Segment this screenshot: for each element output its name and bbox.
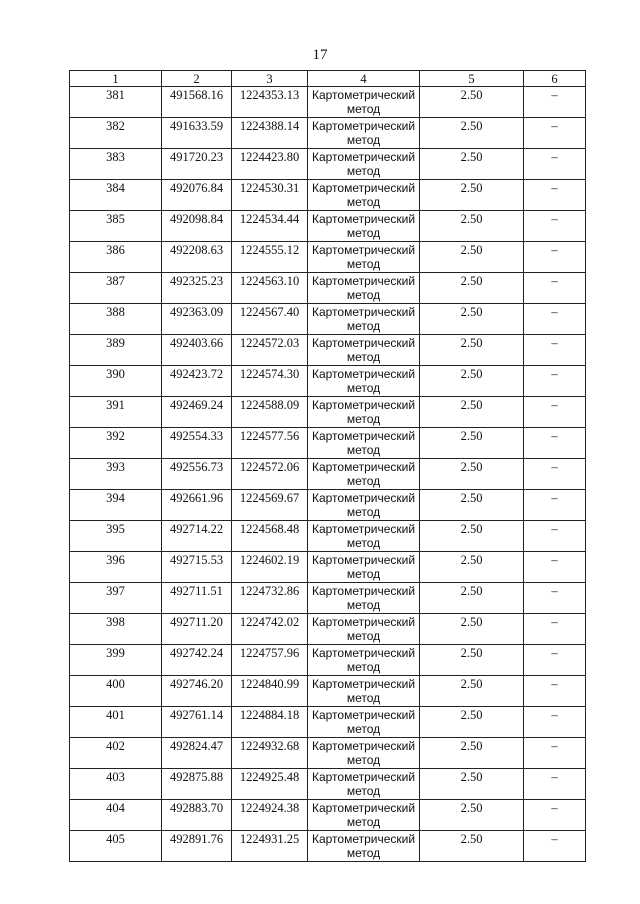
accuracy-cell: 2.50	[420, 397, 524, 428]
description-cell: –	[524, 87, 586, 118]
method-line-1: Картометрический	[311, 491, 416, 505]
method-cell	[308, 738, 420, 769]
point-number-cell: 392	[70, 428, 162, 459]
y-coordinate-cell: 1224388.14	[232, 118, 308, 149]
y-coordinate-cell: 1224925.48	[232, 769, 308, 800]
method-cell	[308, 552, 420, 583]
method-line-1: Картометрический	[311, 367, 416, 381]
y-coordinate-cell: 1224602.19	[232, 552, 308, 583]
accuracy-cell: 2.50	[420, 273, 524, 304]
method-line-1: Картометрический	[311, 801, 416, 815]
method-line-2: метод	[346, 474, 381, 488]
accuracy-cell: 2.50	[420, 614, 524, 645]
table-header-row	[70, 71, 586, 87]
method-line-1: Картометрический	[311, 832, 416, 846]
x-coordinate-cell: 492325.23	[162, 273, 232, 304]
y-coordinate-cell: 1224567.40	[232, 304, 308, 335]
x-coordinate-cell: 492661.96	[162, 490, 232, 521]
table-row	[70, 800, 586, 831]
table-row	[70, 118, 586, 149]
point-number-cell: 385	[70, 211, 162, 242]
method-line-1: Картометрический	[311, 119, 416, 133]
accuracy-cell: 2.50	[420, 335, 524, 366]
table-row	[70, 583, 586, 614]
point-number-cell: 386	[70, 242, 162, 273]
table-row	[70, 397, 586, 428]
accuracy-cell: 2.50	[420, 831, 524, 862]
method-cell	[308, 149, 420, 180]
method-line-1: Картометрический	[311, 336, 416, 350]
coordinates-table	[69, 70, 586, 862]
y-coordinate-cell: 1224924.38	[232, 800, 308, 831]
method-line-1: Картометрический	[311, 770, 416, 784]
accuracy-cell: 2.50	[420, 676, 524, 707]
method-cell	[308, 831, 420, 862]
accuracy-cell: 2.50	[420, 304, 524, 335]
method-cell	[308, 521, 420, 552]
y-coordinate-cell: 1224423.80	[232, 149, 308, 180]
y-coordinate-cell: 1224932.68	[232, 738, 308, 769]
method-cell	[308, 87, 420, 118]
column-header: 3	[232, 71, 308, 87]
description-cell: –	[524, 428, 586, 459]
x-coordinate-cell: 491568.16	[162, 87, 232, 118]
method-cell	[308, 428, 420, 459]
y-coordinate-cell: 1224931.25	[232, 831, 308, 862]
point-number-cell: 403	[70, 769, 162, 800]
point-number-cell: 391	[70, 397, 162, 428]
method-line-1: Картометрический	[311, 150, 416, 164]
x-coordinate-cell: 492711.20	[162, 614, 232, 645]
x-coordinate-cell: 492883.70	[162, 800, 232, 831]
description-cell: –	[524, 521, 586, 552]
table-row	[70, 149, 586, 180]
table-row	[70, 242, 586, 273]
point-number-cell: 404	[70, 800, 162, 831]
x-coordinate-cell: 492363.09	[162, 304, 232, 335]
point-number-cell: 383	[70, 149, 162, 180]
table-row	[70, 676, 586, 707]
method-line-1: Картометрический	[311, 243, 416, 257]
accuracy-cell: 2.50	[420, 707, 524, 738]
point-number-cell: 390	[70, 366, 162, 397]
accuracy-cell: 2.50	[420, 583, 524, 614]
point-number-cell: 384	[70, 180, 162, 211]
method-cell	[308, 769, 420, 800]
description-cell: –	[524, 366, 586, 397]
method-line-2: метод	[346, 722, 381, 736]
method-line-2: метод	[346, 226, 381, 240]
table-row	[70, 180, 586, 211]
method-cell	[308, 242, 420, 273]
point-number-cell: 387	[70, 273, 162, 304]
accuracy-cell: 2.50	[420, 645, 524, 676]
method-cell	[308, 335, 420, 366]
method-cell	[308, 397, 420, 428]
accuracy-cell: 2.50	[420, 428, 524, 459]
y-coordinate-cell: 1224555.12	[232, 242, 308, 273]
description-cell: –	[524, 583, 586, 614]
y-coordinate-cell: 1224732.86	[232, 583, 308, 614]
method-line-2: метод	[346, 691, 381, 705]
point-number-cell: 397	[70, 583, 162, 614]
description-cell: –	[524, 211, 586, 242]
description-cell: –	[524, 149, 586, 180]
accuracy-cell: 2.50	[420, 211, 524, 242]
x-coordinate-cell: 492423.72	[162, 366, 232, 397]
point-number-cell: 381	[70, 87, 162, 118]
x-coordinate-cell: 492403.66	[162, 335, 232, 366]
description-cell: –	[524, 397, 586, 428]
method-line-2: метод	[346, 536, 381, 550]
point-number-cell: 396	[70, 552, 162, 583]
method-line-2: метод	[346, 288, 381, 302]
y-coordinate-cell: 1224530.31	[232, 180, 308, 211]
table-row	[70, 490, 586, 521]
point-number-cell: 405	[70, 831, 162, 862]
y-coordinate-cell: 1224577.56	[232, 428, 308, 459]
method-line-1: Картометрический	[311, 584, 416, 598]
method-cell	[308, 614, 420, 645]
point-number-cell: 401	[70, 707, 162, 738]
method-line-2: метод	[346, 164, 381, 178]
point-number-cell: 394	[70, 490, 162, 521]
y-coordinate-cell: 1224569.67	[232, 490, 308, 521]
y-coordinate-cell: 1224572.03	[232, 335, 308, 366]
accuracy-cell: 2.50	[420, 149, 524, 180]
method-line-2: метод	[346, 412, 381, 426]
description-cell: –	[524, 800, 586, 831]
column-header: 2	[162, 71, 232, 87]
method-line-2: метод	[346, 319, 381, 333]
method-line-2: метод	[346, 753, 381, 767]
accuracy-cell: 2.50	[420, 87, 524, 118]
x-coordinate-cell: 492824.47	[162, 738, 232, 769]
accuracy-cell: 2.50	[420, 180, 524, 211]
method-line-2: метод	[346, 195, 381, 209]
method-cell	[308, 273, 420, 304]
table-row	[70, 366, 586, 397]
description-cell: –	[524, 707, 586, 738]
accuracy-cell: 2.50	[420, 459, 524, 490]
method-line-1: Картометрический	[311, 181, 416, 195]
method-line-1: Картометрический	[311, 553, 416, 567]
table-row	[70, 335, 586, 366]
table-row	[70, 552, 586, 583]
description-cell: –	[524, 614, 586, 645]
method-cell	[308, 583, 420, 614]
point-number-cell: 382	[70, 118, 162, 149]
y-coordinate-cell: 1224884.18	[232, 707, 308, 738]
table-row	[70, 304, 586, 335]
method-line-1: Картометрический	[311, 212, 416, 226]
x-coordinate-cell: 492891.76	[162, 831, 232, 862]
x-coordinate-cell: 491720.23	[162, 149, 232, 180]
method-line-2: метод	[346, 257, 381, 271]
method-line-2: метод	[346, 598, 381, 612]
x-coordinate-cell: 492746.20	[162, 676, 232, 707]
method-cell	[308, 366, 420, 397]
method-line-2: метод	[346, 629, 381, 643]
method-line-2: метод	[346, 133, 381, 147]
point-number-cell: 399	[70, 645, 162, 676]
table-row	[70, 273, 586, 304]
x-coordinate-cell: 492556.73	[162, 459, 232, 490]
table-row	[70, 645, 586, 676]
description-cell: –	[524, 459, 586, 490]
table-row	[70, 211, 586, 242]
description-cell: –	[524, 552, 586, 583]
method-cell	[308, 304, 420, 335]
y-coordinate-cell: 1224534.44	[232, 211, 308, 242]
method-cell	[308, 490, 420, 521]
description-cell: –	[524, 738, 586, 769]
accuracy-cell: 2.50	[420, 490, 524, 521]
method-line-2: метод	[346, 102, 381, 116]
accuracy-cell: 2.50	[420, 242, 524, 273]
x-coordinate-cell: 492098.84	[162, 211, 232, 242]
method-line-1: Картометрический	[311, 274, 416, 288]
method-cell	[308, 211, 420, 242]
accuracy-cell: 2.50	[420, 769, 524, 800]
table-row	[70, 738, 586, 769]
x-coordinate-cell: 492715.53	[162, 552, 232, 583]
method-line-1: Картометрический	[311, 460, 416, 474]
accuracy-cell: 2.50	[420, 800, 524, 831]
description-cell: –	[524, 335, 586, 366]
accuracy-cell: 2.50	[420, 118, 524, 149]
table-row	[70, 428, 586, 459]
column-header: 1	[70, 71, 162, 87]
column-header: 4	[308, 71, 420, 87]
method-line-2: метод	[346, 846, 381, 860]
x-coordinate-cell: 492711.51	[162, 583, 232, 614]
x-coordinate-cell: 492469.24	[162, 397, 232, 428]
description-cell: –	[524, 831, 586, 862]
point-number-cell: 393	[70, 459, 162, 490]
table-row	[70, 87, 586, 118]
column-header: 5	[420, 71, 524, 87]
method-line-1: Картометрический	[311, 429, 416, 443]
x-coordinate-cell: 492554.33	[162, 428, 232, 459]
method-cell	[308, 118, 420, 149]
x-coordinate-cell: 492875.88	[162, 769, 232, 800]
table-row	[70, 521, 586, 552]
column-header: 6	[524, 71, 586, 87]
description-cell: –	[524, 769, 586, 800]
description-cell: –	[524, 490, 586, 521]
table-row	[70, 831, 586, 862]
method-line-2: метод	[346, 350, 381, 364]
point-number-cell: 389	[70, 335, 162, 366]
x-coordinate-cell: 492076.84	[162, 180, 232, 211]
method-line-2: метод	[346, 567, 381, 581]
point-number-cell: 388	[70, 304, 162, 335]
method-line-2: метод	[346, 784, 381, 798]
method-line-1: Картометрический	[311, 398, 416, 412]
y-coordinate-cell: 1224572.06	[232, 459, 308, 490]
method-cell	[308, 676, 420, 707]
method-line-1: Картометрический	[311, 305, 416, 319]
method-cell	[308, 800, 420, 831]
method-cell	[308, 707, 420, 738]
y-coordinate-cell: 1224568.48	[232, 521, 308, 552]
table-row	[70, 769, 586, 800]
x-coordinate-cell: 491633.59	[162, 118, 232, 149]
description-cell: –	[524, 242, 586, 273]
x-coordinate-cell: 492714.22	[162, 521, 232, 552]
method-line-1: Картометрический	[311, 739, 416, 753]
point-number-cell: 402	[70, 738, 162, 769]
y-coordinate-cell: 1224353.13	[232, 87, 308, 118]
accuracy-cell: 2.50	[420, 366, 524, 397]
description-cell: –	[524, 273, 586, 304]
method-line-2: метод	[346, 505, 381, 519]
method-line-2: метод	[346, 443, 381, 457]
method-line-2: метод	[346, 660, 381, 674]
method-line-1: Картометрический	[311, 88, 416, 102]
table-row	[70, 459, 586, 490]
method-line-1: Картометрический	[311, 615, 416, 629]
description-cell: –	[524, 180, 586, 211]
method-cell	[308, 459, 420, 490]
y-coordinate-cell: 1224840.99	[232, 676, 308, 707]
table-row	[70, 707, 586, 738]
method-line-1: Картометрический	[311, 677, 416, 691]
accuracy-cell: 2.50	[420, 738, 524, 769]
method-line-2: метод	[346, 815, 381, 829]
method-cell	[308, 180, 420, 211]
point-number-cell: 395	[70, 521, 162, 552]
point-number-cell: 400	[70, 676, 162, 707]
point-number-cell: 398	[70, 614, 162, 645]
description-cell: –	[524, 304, 586, 335]
method-line-1: Картометрический	[311, 522, 416, 536]
method-line-1: Картометрический	[311, 708, 416, 722]
y-coordinate-cell: 1224574.30	[232, 366, 308, 397]
y-coordinate-cell: 1224563.10	[232, 273, 308, 304]
x-coordinate-cell: 492208.63	[162, 242, 232, 273]
table-row	[70, 614, 586, 645]
x-coordinate-cell: 492761.14	[162, 707, 232, 738]
method-cell	[308, 645, 420, 676]
description-cell: –	[524, 645, 586, 676]
accuracy-cell: 2.50	[420, 552, 524, 583]
y-coordinate-cell: 1224588.09	[232, 397, 308, 428]
method-line-1: Картометрический	[311, 646, 416, 660]
description-cell: –	[524, 118, 586, 149]
y-coordinate-cell: 1224742.02	[232, 614, 308, 645]
description-cell: –	[524, 676, 586, 707]
y-coordinate-cell: 1224757.96	[232, 645, 308, 676]
x-coordinate-cell: 492742.24	[162, 645, 232, 676]
accuracy-cell: 2.50	[420, 521, 524, 552]
method-line-2: метод	[346, 381, 381, 395]
page-number: 17	[312, 47, 328, 63]
